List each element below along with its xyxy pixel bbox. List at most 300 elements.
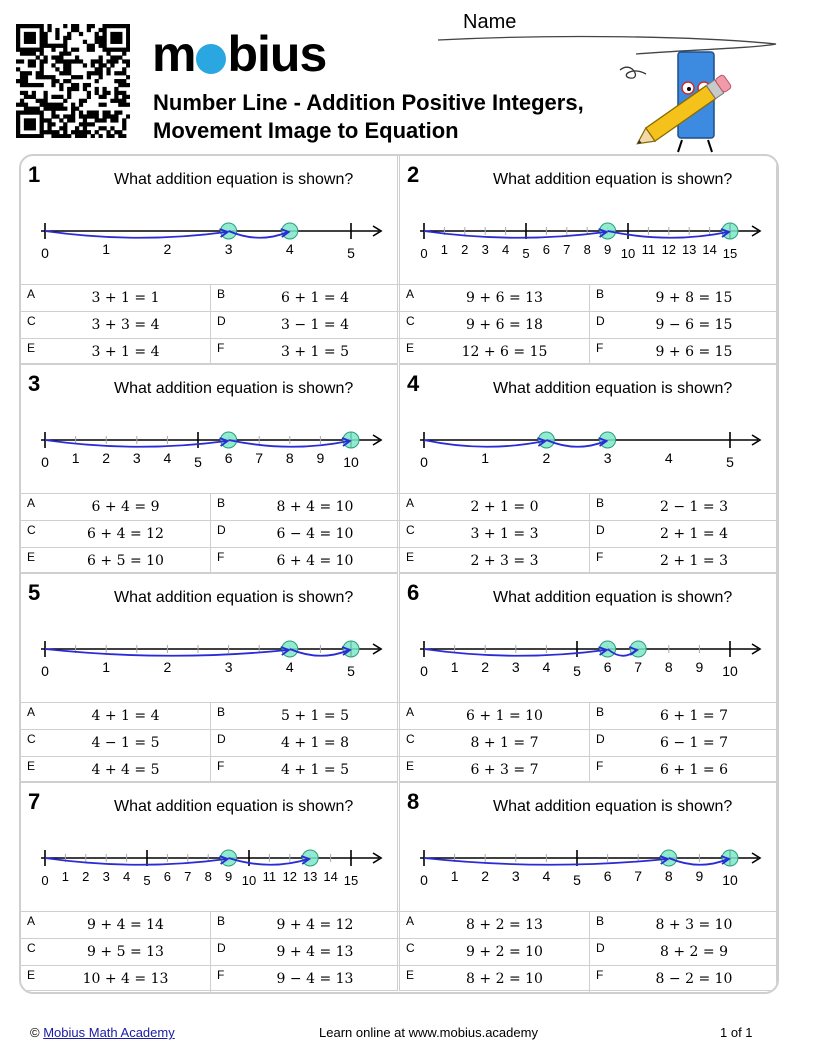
option-letter: C — [27, 523, 36, 537]
option-equation: 9 + 4 = 12 — [276, 917, 354, 933]
question-prompt: What addition equation is shown? — [493, 171, 733, 188]
tick-label: 3 — [511, 659, 520, 675]
tick-label: 1 — [440, 242, 449, 257]
tick-label: 3 — [603, 450, 612, 466]
answer-option-a[interactable] — [21, 284, 210, 311]
option-equation: 9 + 5 = 13 — [87, 944, 164, 960]
option-letter: D — [596, 941, 605, 955]
tick-label: 1 — [450, 659, 459, 675]
tick-label: 10 — [241, 873, 257, 888]
tick-label: 4 — [163, 450, 172, 466]
answer-option-b[interactable] — [210, 702, 399, 729]
start-arc — [45, 858, 227, 865]
tick-label: 11 — [641, 242, 656, 257]
logo-m: m — [152, 26, 196, 82]
question-number: 6 — [407, 580, 420, 605]
answer-options — [400, 911, 778, 992]
tick-label: 4 — [542, 868, 551, 884]
number-line — [21, 202, 399, 266]
answer-options — [21, 702, 399, 783]
answer-row — [400, 756, 778, 783]
number-line — [21, 411, 399, 475]
option-equation: 2 + 1 = 4 — [660, 526, 728, 542]
answer-options — [400, 493, 778, 574]
tick-label: 10 — [343, 454, 359, 470]
tick-label: 0 — [420, 663, 428, 679]
answer-option-c[interactable] — [400, 938, 589, 965]
tick-label: 0 — [41, 663, 49, 679]
tick-label: 9 — [695, 868, 704, 884]
tick-label: 4 — [285, 659, 294, 675]
option-letter: B — [596, 914, 605, 928]
tick-label: 6 — [603, 659, 612, 675]
answer-option-e[interactable] — [21, 756, 210, 783]
tick-label: 1 — [450, 868, 459, 884]
option-equation: 9 + 2 = 10 — [466, 944, 543, 960]
answer-option-d[interactable] — [210, 729, 399, 756]
answer-option-f[interactable] — [589, 756, 778, 783]
option-letter: A — [406, 914, 415, 928]
answer-row — [400, 702, 778, 729]
option-letter: B — [217, 287, 226, 301]
option-letter: D — [596, 314, 605, 328]
answer-options — [21, 284, 399, 365]
tick-label: 8 — [664, 659, 673, 675]
answer-row — [21, 493, 399, 520]
answer-row — [400, 911, 778, 938]
option-letter: C — [406, 314, 415, 328]
option-letter: F — [217, 341, 225, 355]
question-5 — [20, 573, 398, 782]
question-number: 8 — [407, 789, 420, 814]
tick-label: 4 — [285, 241, 294, 257]
tick-label: 5 — [143, 873, 151, 888]
option-letter: A — [406, 705, 415, 719]
option-letter: C — [406, 941, 415, 955]
brand-logo — [152, 26, 326, 82]
tick-label: 3 — [132, 450, 141, 466]
start-arc — [45, 440, 227, 447]
option-equation: 4 + 1 = 4 — [91, 708, 160, 724]
option-letter: A — [406, 287, 415, 301]
start-arc — [424, 858, 667, 865]
tick-label: 9 — [316, 450, 325, 466]
option-equation: 6 + 1 = 10 — [466, 708, 543, 724]
tick-label: 4 — [664, 450, 673, 466]
answer-row — [400, 729, 778, 756]
answer-option-d[interactable] — [589, 729, 778, 756]
option-letter: F — [217, 759, 225, 773]
option-equation: 6 + 1 = 7 — [660, 708, 728, 724]
tick-label: 6 — [224, 450, 233, 466]
answer-option-e[interactable] — [21, 965, 210, 992]
option-letter: F — [596, 759, 604, 773]
option-letter: E — [27, 341, 36, 355]
option-letter: B — [596, 287, 605, 301]
tick-label: 0 — [41, 873, 49, 888]
jump-arc — [229, 231, 288, 238]
tick-label: 1 — [481, 450, 490, 466]
tick-label: 4 — [122, 869, 131, 884]
number-line — [21, 829, 399, 893]
answer-row — [400, 547, 778, 574]
answer-row — [400, 284, 778, 311]
option-equation: 4 + 4 = 5 — [91, 762, 160, 778]
option-letter: C — [27, 314, 36, 328]
option-equation: 3 − 1 = 4 — [281, 317, 349, 333]
option-letter: E — [27, 968, 36, 982]
tick-label: 7 — [184, 869, 192, 884]
answer-row — [400, 938, 778, 965]
number-line — [400, 620, 778, 684]
tick-label: 8 — [285, 450, 294, 466]
option-equation: 4 − 1 = 5 — [91, 735, 160, 751]
questions-grid — [19, 154, 779, 994]
question-number: 7 — [28, 789, 41, 814]
option-letter: D — [217, 523, 226, 537]
tick-label: 7 — [634, 659, 643, 675]
answer-option-e[interactable] — [400, 965, 589, 992]
tick-label: 14 — [323, 869, 338, 884]
tick-label: 5 — [194, 454, 202, 470]
option-letter: E — [406, 341, 415, 355]
question-1 — [20, 155, 398, 364]
question-prompt: What addition equation is shown? — [114, 171, 354, 188]
start-arc — [424, 649, 606, 656]
question-number: 1 — [28, 162, 41, 187]
tick-label: 13 — [302, 869, 318, 884]
question-prompt: What addition equation is shown? — [493, 589, 733, 606]
option-equation: 8 + 4 = 10 — [276, 499, 354, 515]
tick-label: 7 — [563, 242, 571, 257]
answer-option-a[interactable] — [400, 911, 589, 938]
option-equation: 8 + 1 = 7 — [470, 735, 539, 751]
answer-row — [21, 965, 399, 992]
answer-option-e[interactable] — [21, 338, 210, 365]
option-equation: 9 + 6 = 15 — [655, 344, 733, 360]
tick-label: 6 — [603, 868, 612, 884]
option-equation: 9 + 6 = 13 — [466, 290, 543, 306]
question-3 — [20, 364, 398, 573]
option-equation: 3 + 1 = 3 — [470, 526, 539, 542]
option-letter: E — [27, 550, 36, 564]
answer-option-b[interactable] — [589, 493, 778, 520]
tick-label: 5 — [522, 246, 530, 261]
answer-option-a[interactable] — [400, 702, 589, 729]
tick-label: 15 — [722, 246, 738, 261]
tick-label: 1 — [102, 659, 111, 675]
answer-row — [21, 756, 399, 783]
tick-label: 7 — [255, 450, 264, 466]
footer-learn-online: Learn online at www.mobius.academy — [319, 1025, 538, 1040]
answer-option-e[interactable] — [400, 756, 589, 783]
answer-option-c[interactable] — [21, 938, 210, 965]
answer-option-e[interactable] — [400, 338, 589, 365]
tick-label: 8 — [583, 242, 591, 257]
number-line — [21, 620, 399, 684]
tick-label: 0 — [420, 454, 428, 470]
answer-option-e[interactable] — [21, 547, 210, 574]
tick-label: 1 — [71, 450, 80, 466]
question-4 — [399, 364, 777, 573]
answer-option-d[interactable] — [589, 520, 778, 547]
tick-label: 4 — [501, 242, 510, 257]
tick-label: 8 — [664, 868, 673, 884]
option-letter: D — [596, 523, 605, 537]
option-equation: 6 + 4 = 10 — [276, 553, 354, 569]
answer-option-a[interactable] — [21, 911, 210, 938]
question-prompt: What addition equation is shown? — [114, 798, 354, 815]
option-equation: 6 − 4 = 10 — [276, 526, 354, 542]
tick-label: 0 — [420, 246, 428, 261]
tick-label: 14 — [702, 242, 717, 257]
page-number: 1 of 1 — [720, 1025, 753, 1040]
answer-option-b[interactable] — [589, 911, 778, 938]
answer-option-b[interactable] — [210, 284, 399, 311]
answer-option-e[interactable] — [400, 547, 589, 574]
qr-code-icon — [16, 24, 130, 138]
tick-label: 5 — [573, 663, 581, 679]
tick-label: 4 — [542, 659, 551, 675]
question-number: 4 — [407, 371, 420, 396]
option-equation: 5 + 1 = 5 — [281, 708, 349, 724]
option-letter: D — [596, 732, 605, 746]
option-equation: 10 + 4 = 13 — [82, 971, 169, 987]
title-line-1: Number Line - Addition Positive Integers, — [153, 90, 584, 115]
answer-option-c[interactable] — [21, 520, 210, 547]
tick-label: 9 — [695, 659, 704, 675]
tick-label: 6 — [542, 242, 551, 257]
answer-option-d[interactable] — [210, 938, 399, 965]
option-equation: 3 + 3 = 4 — [91, 317, 160, 333]
option-equation: 6 + 1 = 6 — [660, 762, 728, 778]
answer-option-a[interactable] — [21, 493, 210, 520]
tick-label: 0 — [420, 872, 428, 888]
option-letter: F — [596, 341, 604, 355]
tick-label: 5 — [726, 454, 734, 470]
logo-dot-icon — [196, 44, 226, 74]
option-letter: A — [27, 287, 36, 301]
tick-label: 10 — [722, 663, 738, 679]
option-letter: A — [27, 496, 36, 510]
answer-option-f[interactable] — [589, 338, 778, 365]
start-arc — [45, 231, 227, 238]
tick-label: 6 — [163, 869, 172, 884]
tick-label: 9 — [603, 242, 612, 257]
tick-label: 2 — [481, 868, 490, 884]
option-equation: 8 + 3 = 10 — [655, 917, 733, 933]
option-equation: 6 + 3 = 7 — [470, 762, 539, 778]
answer-option-b[interactable] — [589, 284, 778, 311]
tick-label: 0 — [41, 245, 49, 261]
tick-label: 3 — [102, 869, 110, 884]
start-arc — [424, 231, 606, 238]
option-equation: 8 + 2 = 9 — [660, 944, 728, 960]
tick-label: 13 — [681, 242, 697, 257]
option-letter: B — [217, 705, 226, 719]
answer-option-f[interactable] — [210, 965, 399, 992]
copyright-symbol: © — [30, 1025, 40, 1040]
answer-options — [400, 284, 778, 365]
answer-option-a[interactable] — [21, 702, 210, 729]
answer-row — [400, 493, 778, 520]
answer-option-b[interactable] — [589, 702, 778, 729]
question-6 — [399, 573, 777, 782]
tick-label: 2 — [461, 242, 469, 257]
option-equation: 3 + 1 = 1 — [91, 290, 160, 306]
answer-option-f[interactable] — [589, 965, 778, 992]
answer-row — [21, 938, 399, 965]
jump-arc — [290, 649, 349, 656]
question-prompt: What addition equation is shown? — [493, 380, 733, 397]
name-label: Name — [463, 11, 517, 33]
tick-label: 3 — [511, 868, 520, 884]
tick-label: 2 — [542, 450, 551, 466]
answer-row — [21, 311, 399, 338]
answer-option-c[interactable] — [21, 311, 210, 338]
tick-label: 1 — [102, 241, 111, 257]
tick-label: 0 — [41, 454, 49, 470]
answer-option-a[interactable] — [400, 493, 589, 520]
tick-label: 10 — [620, 246, 636, 261]
pencil-mascot-icon — [612, 40, 740, 158]
option-letter: A — [27, 705, 36, 719]
option-equation: 6 + 4 = 9 — [91, 499, 160, 515]
answer-row — [400, 520, 778, 547]
logo-bius: bius — [227, 26, 327, 82]
number-line — [400, 411, 778, 475]
answer-option-d[interactable] — [210, 311, 399, 338]
option-equation: 3 + 1 = 5 — [281, 344, 349, 360]
start-arc — [45, 649, 288, 656]
answer-row — [21, 729, 399, 756]
option-equation: 9 + 4 = 14 — [87, 917, 164, 933]
option-letter: C — [406, 523, 415, 537]
option-letter: C — [406, 732, 415, 746]
tick-label: 2 — [82, 869, 90, 884]
option-letter: D — [217, 314, 226, 328]
option-letter: F — [217, 550, 225, 564]
tick-label: 1 — [61, 869, 70, 884]
answer-option-d[interactable] — [210, 520, 399, 547]
option-equation: 2 − 1 = 3 — [660, 499, 728, 515]
option-letter: B — [217, 496, 226, 510]
title-line-2: Movement Image to Equation — [153, 118, 459, 143]
option-equation: 8 + 2 = 10 — [466, 971, 543, 987]
answer-row — [400, 338, 778, 365]
option-equation: 9 − 4 = 13 — [276, 971, 354, 987]
answer-option-a[interactable] — [400, 284, 589, 311]
option-equation: 2 + 1 = 0 — [470, 499, 539, 515]
answer-row — [400, 965, 778, 992]
option-letter: D — [217, 941, 226, 955]
tick-label: 2 — [163, 241, 172, 257]
tick-label: 3 — [481, 242, 489, 257]
answer-option-c[interactable] — [21, 729, 210, 756]
option-letter: B — [596, 496, 605, 510]
option-letter: E — [406, 759, 415, 773]
question-number: 2 — [407, 162, 420, 187]
option-letter: C — [27, 732, 36, 746]
answer-option-c[interactable] — [400, 520, 589, 547]
option-equation: 6 − 1 = 7 — [660, 735, 728, 751]
answer-option-d[interactable] — [589, 938, 778, 965]
answer-option-b[interactable] — [210, 911, 399, 938]
option-letter: D — [217, 732, 226, 746]
tick-label: 5 — [573, 872, 581, 888]
tick-label: 15 — [343, 873, 359, 888]
option-letter: F — [217, 968, 225, 982]
option-equation: 4 + 1 = 5 — [281, 762, 349, 778]
option-letter: A — [406, 496, 415, 510]
option-equation: 9 + 8 = 15 — [655, 290, 733, 306]
option-equation: 9 + 4 = 13 — [276, 944, 354, 960]
tick-label: 10 — [722, 872, 738, 888]
option-equation: 4 + 1 = 8 — [281, 735, 349, 751]
answer-row — [21, 338, 399, 365]
worksheet-title — [153, 89, 584, 145]
option-letter: F — [596, 968, 604, 982]
answer-option-f[interactable] — [210, 756, 399, 783]
jump-arc — [229, 858, 309, 865]
tick-label: 12 — [282, 869, 298, 884]
tick-label: 3 — [224, 659, 233, 675]
tick-label: 2 — [481, 659, 490, 675]
tick-label: 9 — [224, 869, 233, 884]
start-arc — [424, 440, 544, 447]
answer-option-f[interactable] — [210, 547, 399, 574]
question-2 — [399, 155, 777, 364]
answer-options — [400, 702, 778, 783]
option-equation: 2 + 1 = 3 — [660, 553, 728, 569]
number-line — [400, 202, 778, 266]
answer-options — [21, 493, 399, 574]
question-prompt: What addition equation is shown? — [114, 380, 354, 397]
tick-label: 2 — [163, 659, 172, 675]
answer-row — [21, 284, 399, 311]
option-letter: A — [27, 914, 36, 928]
question-number: 5 — [28, 580, 41, 605]
option-equation: 8 − 2 = 10 — [655, 971, 733, 987]
option-equation: 12 + 6 = 15 — [461, 344, 548, 360]
answer-option-f[interactable] — [589, 547, 778, 574]
option-equation: 2 + 3 = 3 — [470, 553, 539, 569]
answer-option-b[interactable] — [210, 493, 399, 520]
option-letter: E — [27, 759, 36, 773]
answer-row — [21, 702, 399, 729]
answer-options — [21, 911, 399, 992]
tick-label: 5 — [347, 663, 355, 679]
jump-arc — [546, 440, 605, 447]
answer-option-c[interactable] — [400, 729, 589, 756]
answer-option-d[interactable] — [589, 311, 778, 338]
question-8 — [399, 782, 777, 991]
answer-option-f[interactable] — [210, 338, 399, 365]
answer-row — [21, 911, 399, 938]
mobius-link[interactable]: Mobius Math Academy — [43, 1025, 175, 1040]
answer-option-c[interactable] — [400, 311, 589, 338]
option-letter: C — [27, 941, 36, 955]
option-letter: F — [596, 550, 604, 564]
option-letter: B — [596, 705, 605, 719]
option-equation: 9 + 6 = 18 — [466, 317, 543, 333]
tick-label: 3 — [224, 241, 233, 257]
tick-label: 8 — [204, 869, 212, 884]
question-7 — [20, 782, 398, 991]
question-number: 3 — [28, 371, 41, 396]
option-equation: 9 − 6 = 15 — [655, 317, 733, 333]
tick-label: 5 — [347, 245, 355, 261]
